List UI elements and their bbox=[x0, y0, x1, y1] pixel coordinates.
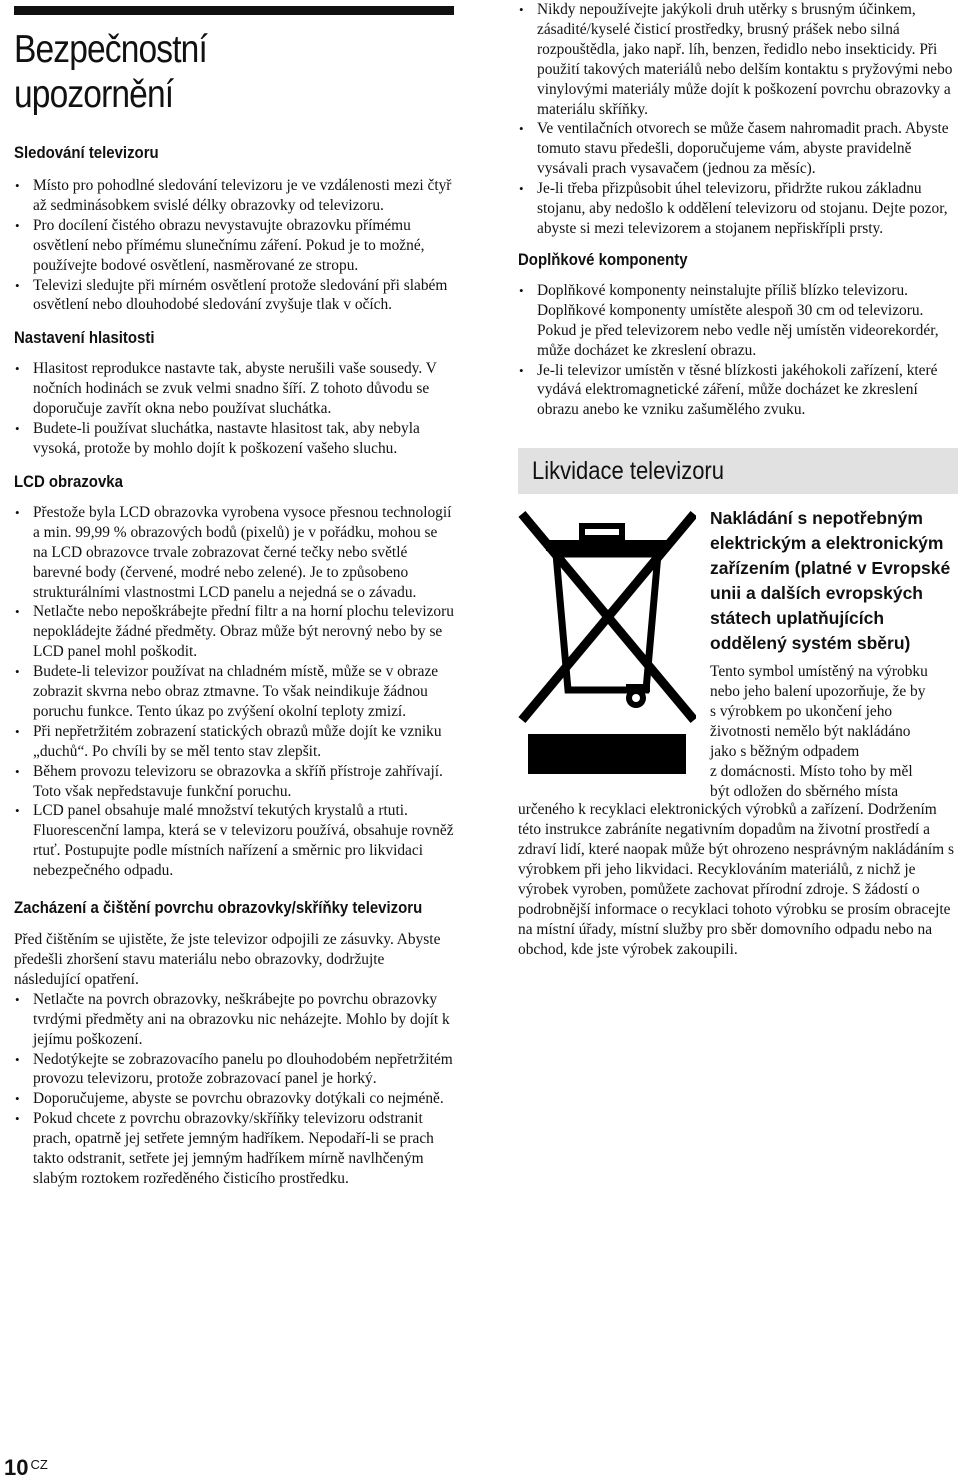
list-item: • Pro docílení čistého obrazu nevystavujte obrazovku přímému osvětlení nebo přímému slunečnímu záření. Pokud je to možné, používejte bodové osvětlení, nasměrované ze stropu. bbox=[14, 216, 454, 276]
section-heading-accessories: Doplňkové komponenty bbox=[518, 249, 688, 269]
list-item: • LCD panel obsahuje malé množství tekutých krystalů a rtuti. Fluorescenční lampa, která se v televizoru používá, obsahuje rovněž rtuť. Postupujte podle místních nařízení a směrnic pro likvidaci nebezpečného odpadu. bbox=[14, 801, 454, 881]
title-line-2: upozornění bbox=[14, 73, 174, 116]
heading-line: unii a dalších evropských bbox=[710, 583, 923, 604]
list-item: • Nikdy nepoužívejte jakýkoli druh utěrky s brusným účinkem, zásadité/kyselé čisticí prostředky, brusný prášek nebo silná rozpouštědla, jako např. líh, benzen, ředidlo nebo insekticidy. Při použití takových materiálů nebo delším kontaktu s pryžovými nebo vinylovými materiály může dojít k poškození povrchu obrazovky a materiálu skříňky. bbox=[518, 0, 958, 119]
left-column bbox=[14, 0, 454, 1189]
heading-line: oddělený systém sběru) bbox=[710, 633, 911, 654]
disposal-block bbox=[518, 506, 958, 802]
heading-line: elektrickým a elektronickým bbox=[710, 533, 944, 554]
cleaning-intro: Před čištěním se ujistěte, že jste televizor odpojili ze zásuvky. Abyste předešli zhoršení stavu materiálu nebo obrazovky, dodržujte následující opatření. bbox=[14, 931, 441, 988]
list-item: • Nedotýkejte se zobrazovacího panelu po dlouhodobém nepřetržitém provozu televizoru, protože zobrazovací panel je horký. bbox=[14, 1050, 454, 1090]
title-rule bbox=[14, 6, 454, 15]
list-lcd bbox=[14, 503, 454, 881]
heading-line: státech uplatňujících bbox=[710, 608, 885, 629]
list-cleaning-continued bbox=[518, 0, 958, 239]
disposal-title: Likvidace televizoru bbox=[532, 457, 724, 486]
page-number: 10 bbox=[4, 1455, 29, 1480]
page-title bbox=[14, 27, 453, 117]
list-item: • Televizi sledujte při mírném osvětlení protože sledování při slabém osvětlení nebo dlouhodobé sledování zvyšuje tlak v očích. bbox=[14, 276, 454, 316]
list-item: • Hlasitost reprodukce nastavte tak, abyste nerušili vaše sousedy. V nočních hodinách se zvuk velmi snadno šíří. Z tohoto důvodu se doporučuje zavřít okna nebo používat sluchátka. bbox=[14, 359, 454, 419]
list-item: • Doplňkové komponenty neinstalujte příliš blízko televizoru. Doplňkové komponenty umístěte alespoň 30 cm od televizoru. Pokud je před televizorem nebo vedle něj umístěn videorekordér, může docházet ke zkreslení obrazu. bbox=[518, 281, 958, 361]
section-heading-cleaning: Zacházení a čištění povrchu obrazovky/skříňky televizoru bbox=[14, 898, 423, 918]
list-item: • Během provozu televizoru se obrazovka a skříň přístroje zahřívají. Toto však nepředstavuje funkční poruchu. bbox=[14, 762, 454, 802]
language-code: CZ bbox=[30, 1456, 48, 1472]
list-viewing bbox=[14, 176, 454, 315]
disposal-heading bbox=[710, 506, 960, 801]
list-item: • Při nepřetržitém zobrazení statických obrazů může dojít ke vzniku „duchů“. Po chvíli by se měl tento stav zlepšit. bbox=[14, 722, 454, 762]
list-item: • Doporučujeme, abyste se povrchu obrazovky dotýkali co nejméně. bbox=[14, 1089, 454, 1109]
list-cleaning bbox=[14, 990, 454, 1189]
side-line: z domácnosti. Místo toho by měl bbox=[710, 762, 913, 780]
section-heading-lcd: LCD obrazovka bbox=[14, 471, 123, 491]
side-line: s výrobkem po ukončení jeho bbox=[710, 703, 893, 721]
side-line: být odložen do sběrného místa bbox=[710, 782, 899, 800]
section-heading-viewing: Sledování televizoru bbox=[14, 143, 159, 162]
title-line-1: Bezpečnostní bbox=[14, 28, 207, 71]
list-volume bbox=[14, 359, 454, 459]
crossed-out-bin-icon bbox=[518, 508, 696, 776]
section-heading-volume: Nastavení hlasitosti bbox=[14, 328, 155, 348]
list-item: • Netlačte na povrch obrazovky, neškrábejte po povrchu obrazovky tvrdými předměty ani na obrazovku nic neházejte. Mohlo by dojít k jejímu poškození. bbox=[14, 990, 454, 1050]
disposal-title-bar bbox=[518, 448, 958, 494]
list-item: • Místo pro pohodlné sledování televizoru je ve vzdálenosti mezi čtyř až sedminásobkem svislé délky obrazovky od televizoru. bbox=[14, 176, 454, 216]
side-line: jako s běžným odpadem bbox=[710, 742, 860, 760]
list-item: • Budete-li televizor používat na chladném místě, může se v obraze zobrazit skvrna nebo obraz ztmavne. To však neindikuje žádnou poruchu funkce. Tento úkaz po zvýšení okolní teploty zmizí. bbox=[14, 662, 454, 722]
disposal-body: určeného k recyklaci elektronických výrobků a zařízení. Dodržením této instrukce zabráníte negativním dopadům na životní prostředí a zdraví lidí, které naopak může být ohrozeno nesprávným nakládáním s výrobkem při jeho likvidaci. Recyklováním materiálů, z nichž je výrobek vyroben, pomůžete zachovat přírodní zdroje. S žádostí o podrobnější informace o recyklaci tohoto výrobku se prosím obracejte na místní úřady, místní služby pro sběr domovního odpadu nebo na obchod, kde jste výrobek zakoupili. bbox=[518, 801, 954, 958]
page-footer bbox=[4, 1455, 48, 1481]
heading-line: zařízením (platné v Evropské bbox=[710, 558, 951, 579]
list-item: • Ve ventilačních otvorech se může časem nahromadit prach. Abyste tomuto stavu předešli, doporučujeme vám, abyste pravidelně vysávali prach vysavačem (jednou za měsíc). bbox=[518, 119, 958, 179]
list-item: • Je-li třeba přizpůsobit úhel televizoru, přidržte rukou základnu stojanu, aby nedošlo k oddělení televizoru od stojanu. Dejte pozor, abyste si mezi televizorem a stojanem nepřiskřípli prsty. bbox=[518, 179, 958, 239]
heading-line: Nakládání s nepotřebným bbox=[710, 508, 923, 529]
list-item: • Přestože byla LCD obrazovka vyrobena vysoce přesnou technologií a min. 99,99 % obrazových bodů (pixelů) je v pořádku, mohou se na LCD obrazovce trvale zobrazovat černé tečky nebo světlé barevné body (červené, modré nebo zelené). Je to způsobeno strukturálními vlastnostmi LCD panelu a nejedná se o závadu. bbox=[14, 503, 454, 603]
disposal-side-text bbox=[710, 662, 960, 801]
side-line: životnosti nemělo být nakládáno bbox=[710, 722, 911, 740]
list-item: • Pokud chcete z povrchu obrazovky/skříňky televizoru odstranit prach, opatrně jej setřete jemným hadříkem. Nepodaří-li se prach takto odstranit, setřete jej jemným hadříkem mírně navlhčeným slabým roztokem rozředěného čisticího prostředku. bbox=[14, 1109, 454, 1189]
list-item: • Je-li televizor umístěn v těsné blízkosti jakéhokoli zařízení, které vydává elektromagnetické záření, může docházet ke zkreslení obrazu anebo ke vzniku zašumělého zvuku. bbox=[518, 361, 958, 421]
right-column bbox=[518, 0, 958, 959]
list-item: • Netlačte nebo nepoškrábejte přední filtr a na horní plochu televizoru nepokládejte žádné předměty. Obraz může být nerovný nebo by se LCD panel mohl poškodit. bbox=[14, 602, 454, 662]
list-item: • Budete-li používat sluchátka, nastavte hlasitost tak, aby nebyla vysoká, protože by mohlo dojít k poškození vašeho sluchu. bbox=[14, 419, 454, 459]
side-line: Tento symbol umístěný na výrobku bbox=[710, 663, 928, 681]
list-accessories bbox=[518, 281, 958, 420]
side-line: nebo jeho balení upozorňuje, že by bbox=[710, 683, 926, 701]
